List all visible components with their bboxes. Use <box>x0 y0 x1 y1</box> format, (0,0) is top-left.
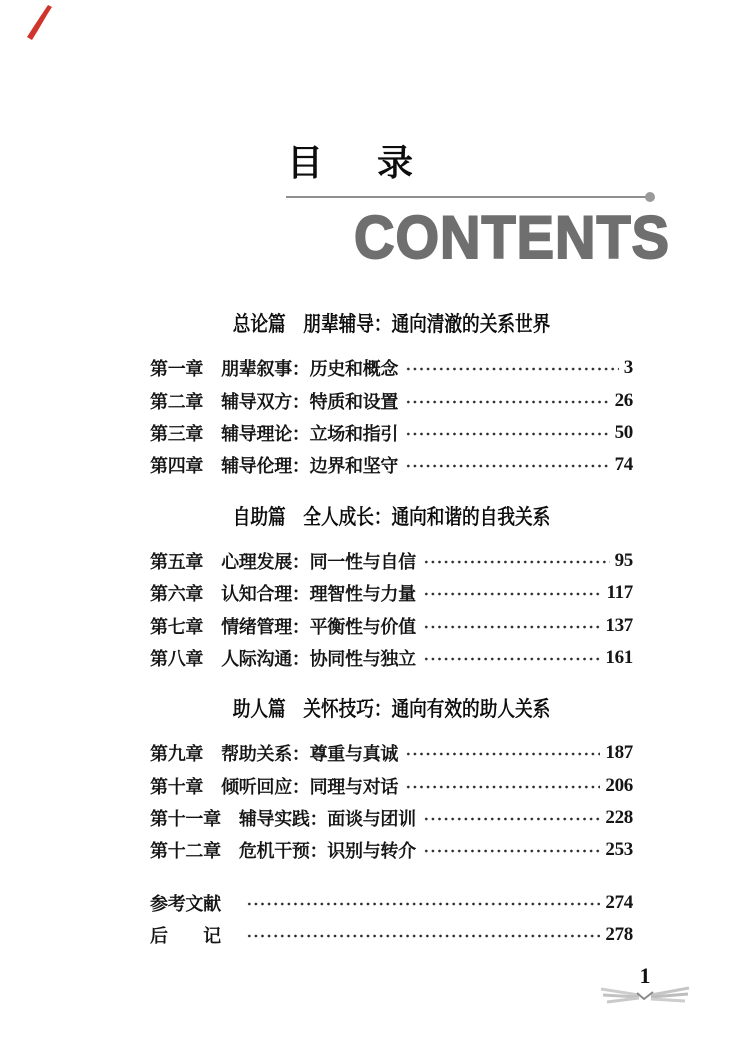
page-number: 3 <box>623 357 633 379</box>
title-rule-dot <box>645 192 655 202</box>
ribbon-ornament-icon <box>598 984 692 1010</box>
toc-row <box>150 919 633 951</box>
toc-row <box>150 545 633 577</box>
chapter-title: 情绪管理：平衡性与价值 <box>221 616 416 637</box>
chapter-title: 辅导理论：立场和指引 <box>221 423 399 444</box>
toc-row <box>150 834 633 866</box>
toc-row <box>150 417 633 449</box>
chapter-group <box>150 545 633 675</box>
page-title-cn <box>287 142 414 183</box>
page-number: 26 <box>614 389 633 411</box>
toc-row <box>150 802 633 834</box>
page-number: 161 <box>605 646 633 668</box>
page-number: 274 <box>605 891 633 913</box>
red-corner-mark-icon <box>26 5 52 41</box>
dot-leader <box>423 557 610 567</box>
page-title-en: CONTENTS <box>354 202 670 271</box>
chapter-title: 辅导实践：面谈与团训 <box>238 809 416 830</box>
chapter-title: 认知合理：理智性与力量 <box>221 584 416 605</box>
toc-row <box>150 449 633 481</box>
dot-leader <box>405 461 609 471</box>
chapter-title: 朋辈叙事：历史和概念 <box>221 359 399 380</box>
page-number: 278 <box>605 924 633 946</box>
chapter-label: 第八章 <box>150 648 204 669</box>
page-number: 253 <box>605 839 633 861</box>
chapter-label: 第三章 <box>150 423 204 444</box>
chapter-title: 倾听回应：同理与对话 <box>221 776 399 797</box>
chapter-title: 辅导双方：特质和设置 <box>221 391 399 412</box>
title-char-mu: 目 <box>287 142 324 183</box>
page-number: 228 <box>605 807 633 829</box>
page-number: 137 <box>605 614 633 636</box>
chapter-label: 第九章 <box>150 744 204 765</box>
chapter-title: 辅导伦理：边界和坚守 <box>221 456 399 477</box>
page-number: 206 <box>605 774 633 796</box>
toc-row <box>150 887 633 919</box>
section-heading: 自助篇 全人成长：通向和谐的自我关系 <box>232 505 551 529</box>
toc-body <box>150 312 633 951</box>
toc-row <box>150 770 633 802</box>
dot-leader <box>405 397 609 407</box>
toc-row <box>150 577 633 609</box>
dot-leader <box>405 782 600 792</box>
folio-page-number: 1 <box>639 963 651 988</box>
title-char-lu: 录 <box>377 142 414 183</box>
chapter-label: 第十一章 <box>150 809 221 830</box>
chapter-label: 第二章 <box>150 391 204 412</box>
dot-leader <box>423 589 602 599</box>
toc-row <box>150 609 633 641</box>
page-number: 187 <box>605 742 633 764</box>
chapter-title: 心理发展：同一性与自信 <box>221 551 416 572</box>
dot-leader <box>423 846 601 856</box>
dot-leader <box>405 364 619 374</box>
page-number: 50 <box>614 421 633 443</box>
back-matter-label: 后 记 <box>150 926 221 947</box>
chapter-group <box>150 352 633 482</box>
chapter-title: 帮助关系：尊重与真诚 <box>221 744 399 765</box>
section-heading: 助人篇 关怀技巧：通向有效的助人关系 <box>232 698 551 722</box>
back-matter-label: 参考文献 <box>150 893 221 914</box>
dot-leader <box>423 654 601 664</box>
chapter-title: 危机干预：识别与转介 <box>238 841 416 862</box>
chapter-label: 第四章 <box>150 456 204 477</box>
dot-leader <box>423 622 601 632</box>
dot-leader <box>246 899 601 909</box>
page-number: 95 <box>614 549 633 571</box>
dot-leader <box>405 749 600 759</box>
chapter-label: 第十二章 <box>150 841 221 862</box>
page-number: 74 <box>614 454 633 476</box>
toc-row <box>150 352 633 384</box>
section-heading: 总论篇 朋辈辅导：通向清澈的关系世界 <box>232 313 551 336</box>
chapter-group <box>150 737 633 867</box>
chapter-label: 第十章 <box>150 776 204 797</box>
toc-row <box>150 642 633 674</box>
toc-row <box>150 384 633 416</box>
page-number: 117 <box>606 582 633 604</box>
back-matter <box>150 887 633 952</box>
chapter-title: 人际沟通：协同性与独立 <box>221 648 416 669</box>
dot-leader <box>246 931 601 941</box>
chapter-label: 第五章 <box>150 551 204 572</box>
chapter-label: 第七章 <box>150 616 204 637</box>
chapter-label: 第六章 <box>150 584 204 605</box>
chapter-label: 第一章 <box>150 359 204 380</box>
title-rule <box>286 196 646 198</box>
dot-leader <box>405 429 609 439</box>
toc-row <box>150 737 633 769</box>
dot-leader <box>423 814 601 824</box>
